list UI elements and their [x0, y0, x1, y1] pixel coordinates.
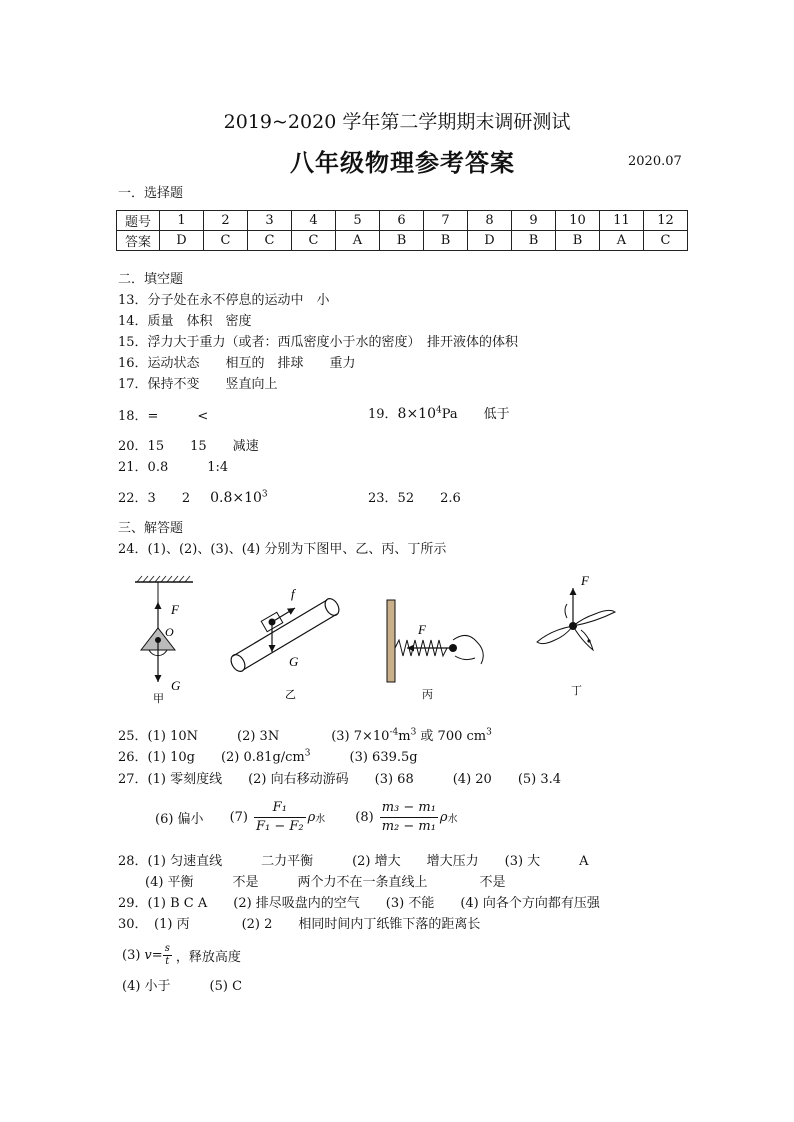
table-cell: B: [424, 231, 468, 251]
q25-text-a: 25．(1) 10N (2) 3N (3) 7×10: [118, 729, 390, 744]
q27-7-fraction: [254, 799, 306, 836]
q25-text-c: 或 700 cm: [416, 729, 487, 744]
answer-line-15: 15．浮力大于重力（或者：西瓜密度小于水的密度） 排开液体的体积: [118, 335, 519, 350]
table-cell: C: [292, 231, 336, 251]
q22-text: 22．3 2: [118, 491, 191, 506]
q27-7-numerator: F₁: [254, 799, 306, 818]
figure-label-bing: 丙: [422, 688, 433, 701]
answer-line-22: [118, 487, 268, 506]
table-cell: B: [512, 231, 556, 251]
table-cell: 6: [380, 211, 424, 231]
rho-symbol: ρ: [307, 809, 316, 825]
table-cell: D: [160, 231, 204, 251]
table-cell: A: [336, 231, 380, 251]
force-diagrams: [115, 570, 635, 705]
table-cell: C: [644, 231, 688, 251]
table-cell: 8: [468, 211, 512, 231]
q27-8-fraction: [380, 799, 438, 836]
table-cell: B: [380, 231, 424, 251]
q27-6: (6) 偏小: [155, 811, 204, 827]
q30-3-v: v: [144, 947, 152, 963]
answer-line-14: 14．质量 体积 密度: [118, 314, 252, 329]
answer-line-26: [118, 746, 418, 765]
table-cell: D: [468, 231, 512, 251]
figure-ding: [537, 573, 615, 697]
label-G-jia: G: [171, 678, 181, 693]
answer-line-30-4: (4) 小于 (5) C: [122, 979, 243, 994]
table-cell: 2: [204, 211, 248, 231]
table-cell: C: [248, 231, 292, 251]
figure-bing: [387, 600, 483, 701]
q25-text-b: m: [398, 729, 411, 744]
label-F-ding: F: [581, 573, 589, 588]
q30-3-numerator: s: [164, 942, 170, 954]
q27-7-denominator: F₁ − F₂: [255, 818, 304, 834]
q25-exp-2: 3: [410, 727, 417, 738]
table-cell: 11: [600, 211, 644, 231]
rho-subscript: 水: [447, 813, 458, 825]
table-cell: 1: [160, 211, 204, 231]
section-title-fill: 二．填空题: [118, 272, 184, 287]
answer-line-16: 16．运动状态 相互的 排球 重力: [118, 356, 356, 371]
answer-line-17: 17．保持不变 竖直向上: [118, 377, 278, 392]
answer-line-24: 24．(1)、(2)、(3)、(4) 分别为下图甲、乙、丙、丁所示: [118, 542, 447, 557]
q25-exp-3: 3: [486, 727, 492, 738]
table-cell: 7: [424, 211, 468, 231]
answer-table: [116, 210, 688, 251]
section-title-solve: 三、解答题: [118, 521, 184, 536]
table-cell: 10: [556, 211, 600, 231]
q26-text-a: 26．(1) 10g (2) 0.81g/cm: [118, 750, 305, 765]
answer-line-27: 27．(1) 零刻度线 (2) 向右移动游码 (3) 68 (4) 20 (5) 3.4: [118, 772, 562, 787]
q26-text-b: (3) 639.5g: [310, 750, 418, 765]
q27-8-label: (8): [355, 809, 374, 825]
q27-8-denominator: m₂ − m₁: [381, 818, 436, 834]
q30-3-eq: =: [151, 947, 163, 963]
label-O-jia: O: [165, 625, 174, 639]
q27-8-numerator: m₃ − m₁: [380, 799, 438, 818]
answer-line-20: 20．15 15 减速: [118, 439, 259, 454]
answer-line-30: 30． (1) 丙 (2) 2 相同时间内丁纸锥下落的距离长: [118, 917, 481, 932]
figure-jia: [135, 576, 193, 705]
answer-line-21: 21．0.8 1:4: [118, 460, 229, 475]
label-f-yi: f: [291, 586, 295, 601]
q22-value: 0.8×10: [210, 490, 262, 506]
answer-line-25: [118, 725, 492, 744]
exam-date: 2020.07: [628, 154, 682, 169]
q26-exp: 3: [304, 748, 311, 759]
q30-3-label: (3): [122, 947, 141, 963]
label-F-jia: F: [171, 602, 179, 617]
q19-prefix: 19．: [368, 407, 398, 422]
q25-exp-1: -4: [389, 727, 399, 738]
row-header-answer: 答案: [117, 231, 160, 251]
figure-label-ding: 丁: [571, 684, 582, 697]
answer-line-29: 29．(1) B C A (2) 排尽吸盘内的空气 (3) 不能 (4) 向各个方向都有压强: [118, 896, 600, 911]
table-cell: 4: [292, 211, 336, 231]
table-cell: A: [600, 231, 644, 251]
figure-label-jia: 甲: [153, 692, 164, 705]
figure-yi: [228, 586, 341, 701]
answer-line-13: 13．分子处在永不停息的运动中 小: [118, 293, 330, 308]
q30-3-denominator: t: [165, 955, 170, 967]
q19-unit: Pa 低于: [441, 407, 510, 422]
page-title: 八年级物理参考答案: [290, 148, 515, 177]
q22-exponent: 3: [261, 489, 268, 500]
label-G-yi: G: [289, 654, 299, 669]
answer-line-19: [368, 403, 510, 422]
q19-exponent: 4: [436, 405, 442, 416]
row-header-number: 题号: [117, 211, 160, 231]
table-cell: 5: [336, 211, 380, 231]
answer-line-28b: (4) 平衡 不是 两个力不在一条直线上 不是: [145, 875, 506, 890]
answer-line-18: 18．= <: [118, 409, 209, 424]
table-cell: 3: [248, 211, 292, 231]
q19-value: 8×10: [397, 406, 436, 422]
rho-subscript: 水: [315, 813, 326, 825]
table-cell: C: [204, 231, 248, 251]
figure-label-yi: 乙: [285, 688, 296, 701]
rho-symbol: ρ: [439, 809, 448, 825]
table-row: [117, 211, 688, 231]
table-row: [117, 231, 688, 251]
table-cell: B: [556, 231, 600, 251]
exam-subtitle: 2019~2020 学年第二学期期末调研测试: [223, 111, 571, 133]
label-F-bing: F: [418, 622, 426, 637]
answer-line-23: 23．52 2.6: [368, 491, 461, 506]
answer-line-27-formulas: [155, 796, 458, 838]
q27-7-label: (7): [229, 809, 248, 825]
q30-3-fraction: [163, 943, 172, 968]
table-cell: 9: [512, 211, 556, 231]
answer-line-30-3: [122, 938, 241, 972]
answer-line-28: 28．(1) 匀速直线 二力平衡 (2) 增大 增大压力 (3) 大 A: [118, 854, 589, 869]
q30-3-rest: ，释放高度: [175, 949, 241, 965]
section-title-choice: 一．选择题: [118, 186, 184, 201]
table-cell: 12: [644, 211, 688, 231]
